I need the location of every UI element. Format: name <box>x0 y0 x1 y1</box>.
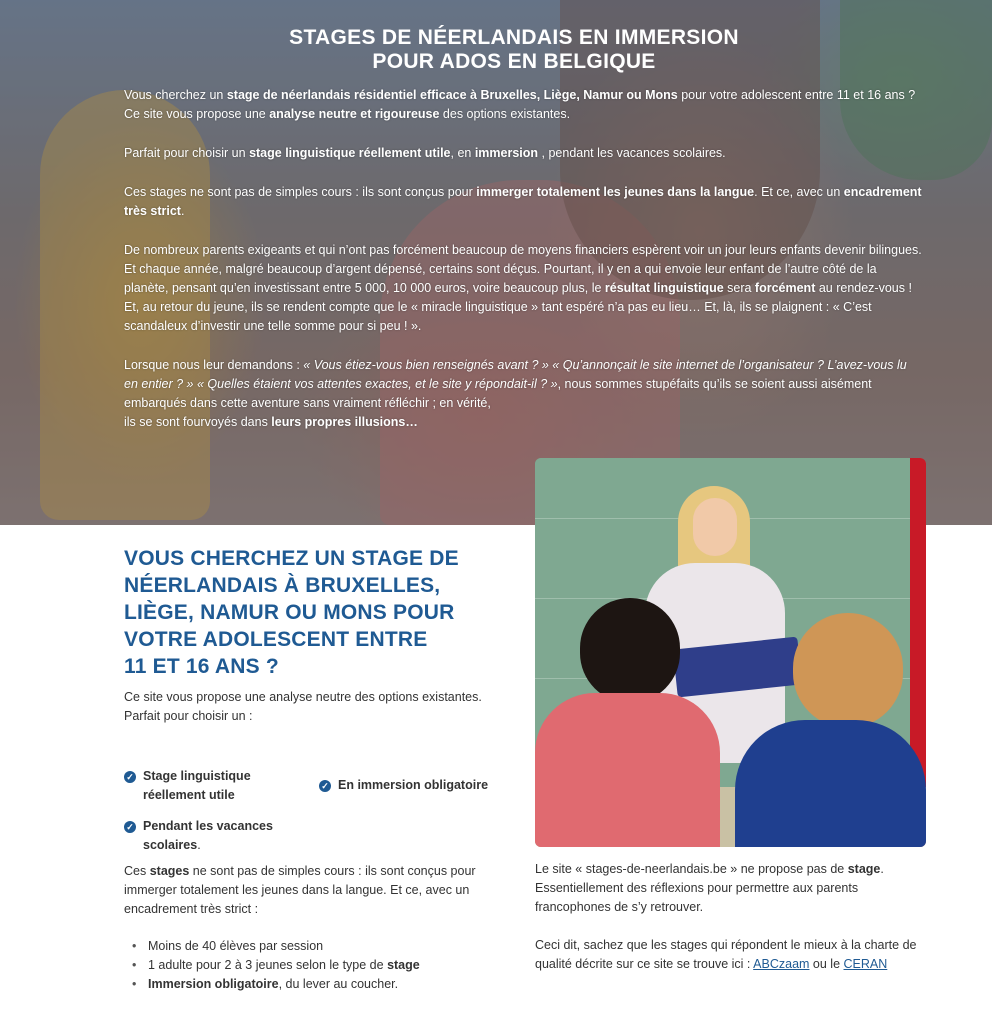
text: , nous sommes stupéfaits qu’ils se soient aussi aisément embarqués dans cette aventure sans vraiment réfléchir ; en vérité, <box>124 377 872 410</box>
text: Vous cherchez un <box>124 88 227 102</box>
hero-title-line2: POUR ADOS EN BELGIQUE <box>372 50 656 73</box>
section-body <box>124 862 504 919</box>
teacher-face <box>693 498 737 556</box>
check-label-text: Pendant les vacances scolaires <box>143 819 273 852</box>
check-item-3 <box>124 817 304 855</box>
text-bold: forcément <box>754 281 816 295</box>
text: Le site « stages-de-neerlandais.be » ne propose pas de <box>535 862 848 876</box>
list-text: , du lever au coucher. <box>278 977 399 991</box>
classroom-photo <box>535 458 926 847</box>
text-bold: résultat linguistique <box>604 281 724 295</box>
check-circle-icon: ✓ <box>124 771 136 783</box>
text: Parfait pour choisir un <box>124 146 250 160</box>
hero-content <box>124 26 924 432</box>
criteria-list <box>130 937 510 994</box>
student-left-hair <box>580 598 680 703</box>
right-column-text <box>535 860 925 974</box>
right-paragraph-2 <box>535 936 925 974</box>
text-bold: encadrement très strict <box>124 185 922 218</box>
section-title <box>124 545 504 680</box>
list-text: Moins de 40 élèves par session <box>148 939 324 953</box>
text-bold: leurs propres illusions… <box>271 415 418 429</box>
list-item <box>130 975 510 994</box>
text: des options existantes. <box>439 107 571 121</box>
text-bold: analyse neutre et rigoureuse <box>269 107 440 121</box>
right-paragraph-1 <box>535 860 925 917</box>
student-right-body <box>735 720 926 847</box>
hero-title <box>124 26 924 74</box>
text: . <box>180 204 185 218</box>
text: Ces <box>124 864 150 878</box>
text: au rendez-vous ! Et, au retour du jeune, ils se rendent compte que le « miracle linguistique » tant espéré n’a pas eu lieu… Et, là, ils se plaignent : « C’est scandaleux d’investir une telle somme pour si peu ! ». <box>124 281 912 333</box>
text: Ceci dit, sachez que les stages qui répondent le mieux à la charte de qualité décrite sur ce site se trouve ici : <box>535 938 917 971</box>
hero-paragraph-4 <box>124 241 924 336</box>
student-left-body <box>535 693 720 847</box>
text-bold: immersion <box>474 146 539 160</box>
check-item-1 <box>124 767 294 805</box>
text-bold: stage de néerlandais résidentiel efficace à Bruxelles, Liège, Namur ou Mons <box>226 88 678 102</box>
text-bold: stages <box>149 864 190 878</box>
text: . Et ce, avec un <box>754 185 844 199</box>
hero-paragraph-2 <box>124 144 924 163</box>
text-italic: « Vous étiez-vous bien renseignés avant ? » « Qu’annonçait le site internet de l’organisateur ? L’avez-vous lu en entier ? » « Quelles étaient vos attentes exactes, et le site y répondait-il ? » <box>124 358 907 391</box>
list-text-bold: stage <box>387 958 420 972</box>
check-label <box>124 817 304 855</box>
check-circle-icon: ✓ <box>124 821 136 833</box>
text: pour votre adolescent entre 11 et 16 ans ? Ce site vous propose une <box>124 88 916 121</box>
check-circle-icon: ✓ <box>319 780 331 792</box>
text: Ces stages ne sont pas de simples cours : ils sont conçus pour <box>124 185 477 199</box>
text: , en <box>450 146 475 160</box>
section-title-end: 11 ET 16 ANS ? <box>124 655 279 678</box>
hero-paragraph-3 <box>124 183 924 221</box>
check-item-2 <box>319 776 519 795</box>
text: , pendant les vacances scolaires. <box>538 146 726 160</box>
hero-title-line1: STAGES DE NÉERLANDAIS EN IMMERSION <box>289 26 739 49</box>
ceran-link[interactable]: CERAN <box>843 957 888 971</box>
text: ils se sont fourvoyés dans <box>124 415 272 429</box>
text: ou le <box>809 957 844 971</box>
text: Lorsque nous leur demandons : <box>124 358 304 372</box>
list-item <box>130 937 510 956</box>
hero-paragraph-1 <box>124 86 924 124</box>
student-right-hair <box>793 613 903 728</box>
text: ne sont pas de simples cours : ils sont conçus pour immerger totalement les jeunes dans la langue. Et ce, avec un encadrement très strict : <box>124 864 476 916</box>
text: De nombreux parents exigeants et qui n’ont pas forcément beaucoup de moyens financiers espèrent voir un jour leurs enfants devenir bilingues. Et chaque année, malgré beaucoup d’argent dépensé, certains sont déçus. Pourtant, il y en a qui envoie leur enfant de l’autre côté de la planète, pensant qu’en investissant entre 5 000, 10 000 euros, voire beaucoup plus, le <box>124 243 922 295</box>
check-label: En immersion obligatoire <box>338 778 489 792</box>
text-bold: stage <box>847 862 881 876</box>
check-label: Stage linguistique réellement utile <box>143 769 251 802</box>
section-intro <box>124 688 504 726</box>
text: sera <box>723 281 755 295</box>
list-text: 1 adulte pour 2 à 3 jeunes selon le type de <box>148 958 388 972</box>
hero-paragraph-5 <box>124 356 924 432</box>
intro-line: Parfait pour choisir un : <box>124 709 253 723</box>
text-bold: stage linguistique réellement utile <box>249 146 451 160</box>
abczaam-link[interactable]: ABCzaam <box>753 957 810 971</box>
check-label-end: . <box>197 838 201 852</box>
section-title-text: VOUS CHERCHEZ UN STAGE DE NÉERLANDAIS À BRUXELLES, LIÈGE, NAMUR OU MONS POUR VOTRE ADOLESCENT ENTRE <box>124 547 459 651</box>
list-text-bold: Immersion obligatoire <box>148 977 279 991</box>
text: . Essentiellement des réflexions pour permettre aux parents francophones de s’y retrouver. <box>535 862 884 914</box>
intro-line: Ce site vous propose une analyse neutre des options existantes. <box>124 690 482 704</box>
list-item <box>130 956 510 975</box>
text-bold: immerger totalement les jeunes dans la langue <box>476 185 755 199</box>
